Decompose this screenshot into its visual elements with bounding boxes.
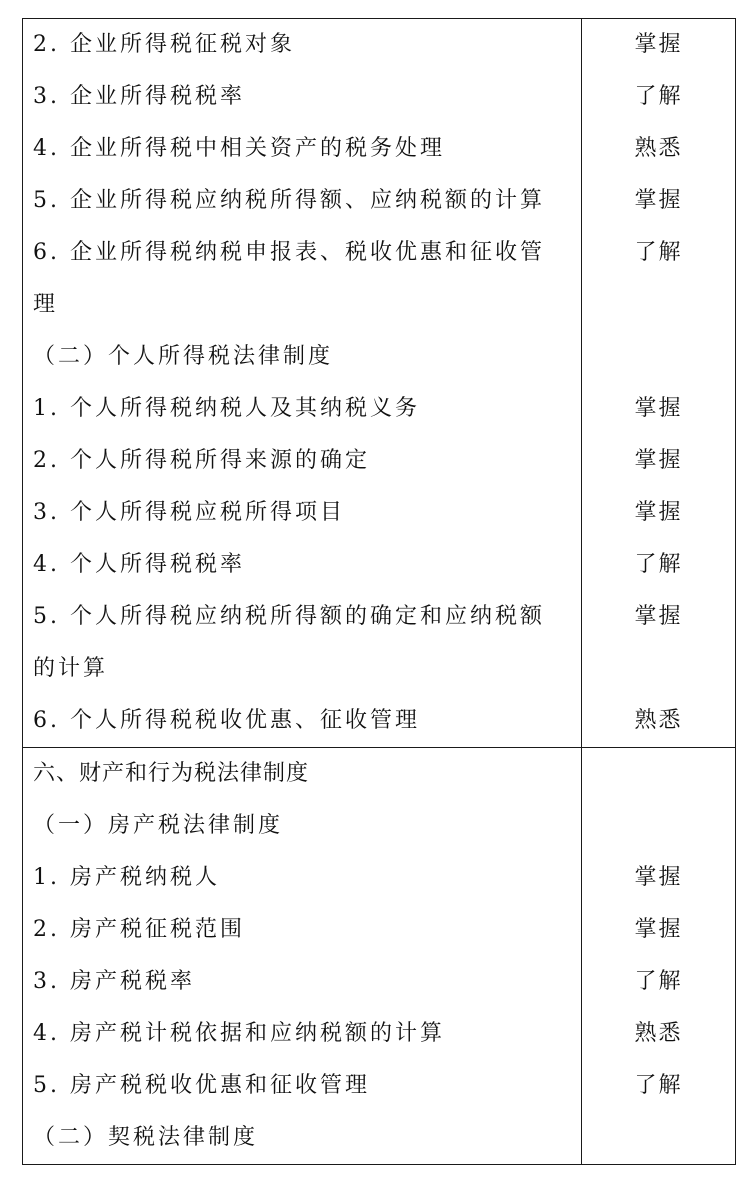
requirement-level: 熟悉 bbox=[634, 136, 683, 161]
requirement-level: 掌握 bbox=[634, 448, 683, 473]
requirement-level: 掌握 bbox=[634, 32, 683, 57]
list-item: 2. 企业所得税征税对象 bbox=[33, 32, 295, 57]
section-heading: 六、财产和行为税法律制度 bbox=[33, 761, 310, 786]
requirement-level: 掌握 bbox=[634, 500, 683, 525]
list-item: 3. 房产税税率 bbox=[33, 969, 195, 994]
levels-cell bbox=[582, 19, 736, 748]
table-row bbox=[23, 19, 736, 748]
requirement-level: 熟悉 bbox=[634, 1021, 683, 1046]
list-item: （二）契税法律制度 bbox=[33, 1125, 259, 1150]
list-item: 5. 企业所得税应纳税所得额、应纳税额的计算 bbox=[33, 188, 545, 213]
list-item: （二）个人所得税法律制度 bbox=[33, 344, 334, 369]
list-item: 4. 个人所得税税率 bbox=[33, 552, 245, 577]
list-item: 理 bbox=[33, 292, 59, 317]
requirement-level bbox=[582, 331, 735, 383]
list-item: 6. 个人所得税税收优惠、征收管理 bbox=[33, 708, 420, 733]
requirement-level: 掌握 bbox=[634, 865, 683, 890]
requirement-level bbox=[582, 748, 735, 800]
list-item: 4. 企业所得税中相关资产的税务处理 bbox=[33, 136, 445, 161]
list-item: 1. 房产税纳税人 bbox=[33, 865, 220, 890]
requirement-level: 掌握 bbox=[634, 917, 683, 942]
requirement-level: 了解 bbox=[634, 84, 683, 109]
list-item: 6. 企业所得税纳税申报表、税收优惠和征收管 bbox=[33, 240, 545, 265]
list-item: （一）房产税法律制度 bbox=[33, 813, 284, 838]
requirement-level: 了解 bbox=[634, 969, 683, 994]
requirement-level: 掌握 bbox=[634, 396, 683, 421]
requirement-level: 掌握 bbox=[634, 188, 683, 213]
requirement-level: 熟悉 bbox=[634, 708, 683, 733]
requirement-level: 了解 bbox=[634, 1073, 683, 1098]
requirement-level bbox=[582, 800, 735, 852]
requirement-level: 了解 bbox=[634, 240, 683, 265]
syllabus-table bbox=[22, 18, 736, 1165]
items-cell bbox=[23, 748, 582, 1165]
requirement-level bbox=[582, 279, 735, 331]
list-item: 5. 房产税税收优惠和征收管理 bbox=[33, 1073, 370, 1098]
requirement-level bbox=[582, 1112, 735, 1164]
list-item: 4. 房产税计税依据和应纳税额的计算 bbox=[33, 1021, 445, 1046]
items-cell bbox=[23, 19, 582, 748]
list-item: 1. 个人所得税纳税人及其纳税义务 bbox=[33, 396, 420, 421]
requirement-level: 掌握 bbox=[634, 604, 683, 629]
list-item: 的计算 bbox=[33, 656, 109, 681]
list-item: 3. 个人所得税应税所得项目 bbox=[33, 500, 345, 525]
list-item: 2. 房产税征税范围 bbox=[33, 917, 245, 942]
requirement-level bbox=[582, 643, 735, 695]
list-item: 2. 个人所得税所得来源的确定 bbox=[33, 448, 370, 473]
list-item: 5. 个人所得税应纳税所得额的确定和应纳税额 bbox=[33, 604, 545, 629]
levels-cell bbox=[582, 748, 736, 1165]
requirement-level: 了解 bbox=[634, 552, 683, 577]
list-item: 3. 企业所得税税率 bbox=[33, 84, 245, 109]
table-row bbox=[23, 748, 736, 1165]
